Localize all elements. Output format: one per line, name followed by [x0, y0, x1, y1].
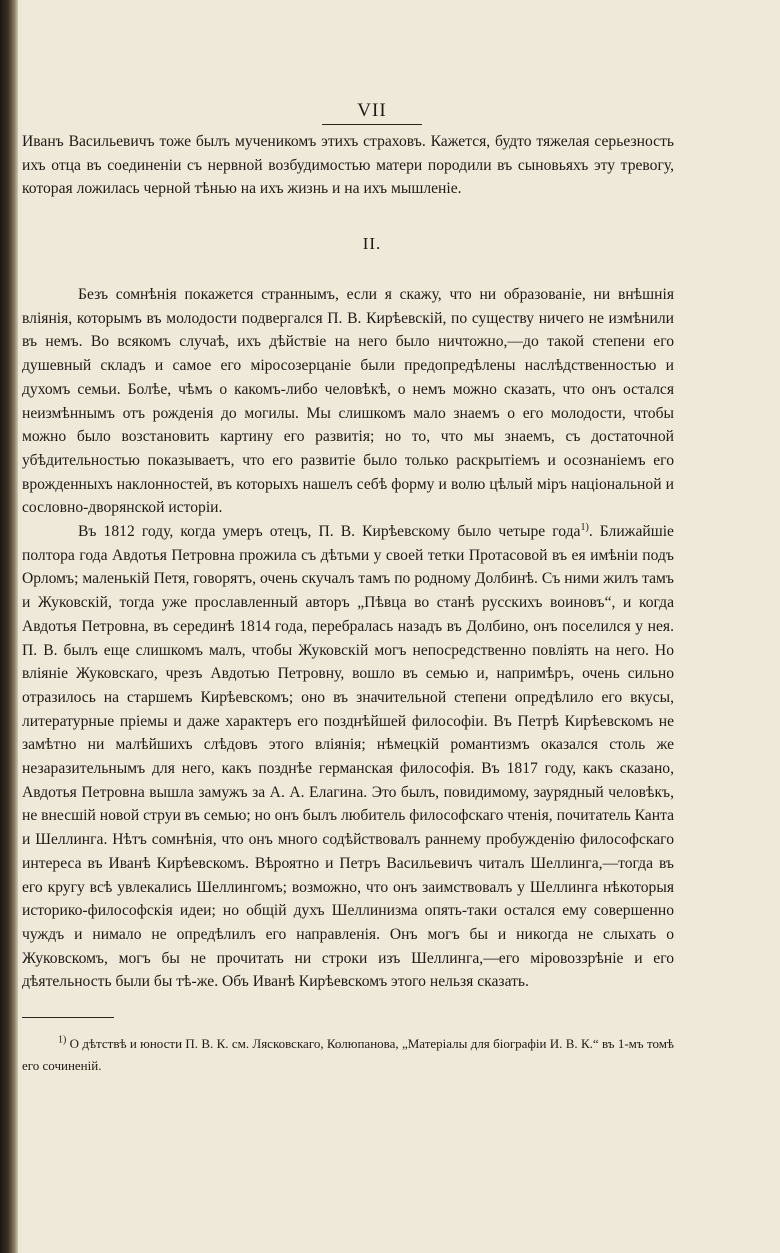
header-rule [322, 124, 422, 125]
book-binding-edge [0, 0, 18, 1253]
intro-text-block [22, 130, 674, 201]
footnote-reference: 1) [580, 521, 589, 533]
section-text-block [22, 283, 674, 994]
paragraph-2-text: Въ 1812 году, когда умеръ отецъ, П. В. Кирѣевскому было четыре года [78, 523, 581, 541]
footnote [22, 1033, 674, 1077]
intro-paragraph: Иванъ Васильевичъ тоже былъ мученикомъ этихъ страховъ. Кажется, будто тяжелая серьезность ихъ отца въ соединенiи съ нервной возбудимостью матери породили въ сыновьяхъ эту тревогу, которая ложилась черной тѣнью на ихъ жизнь и на ихъ мышленiе. [22, 133, 674, 198]
section-heading: II. [362, 234, 382, 253]
paragraph-2 [22, 520, 674, 994]
page-number: VII [357, 100, 387, 121]
footnote-rule [22, 1017, 114, 1018]
footnote-text: О дѣтствѣ и юности П. В. К. см. Лясковскаго, Колюпанова, „Матерiалы для бiографiи И. В. К.“ въ 1-мъ томѣ его сочиненiй. [22, 1036, 674, 1073]
footnote-marker: 1) [58, 1034, 67, 1046]
paragraph-2-rest: . Ближайшiе полтора года Авдотья Петровна прожила съ дѣтьми у своей тетки Протасовой въ ея имѣнiи подъ Орломъ; маленькiй Петя, говорятъ, очень скучалъ тамъ по родному Долбинѣ. Съ ними жилъ тамъ и Жуковскiй, тогда уже прославленный авторъ „Пѣвца во станѣ русскихъ воиновъ“, и когда Авдотья Петровна, въ серединѣ 1814 года, перебралась назадъ въ Долбино, онъ поселился у нея. П. В. былъ еще слишкомъ малъ, чтобы Жуковскiй могъ непосредственно повлiять на него. Но влiянiе Жуковскаго, чрезъ Авдотью Петровну, вошло въ семью и, напримѣръ, очень сильно отразилось на старшемъ Кирѣевскомъ; оно въ значительной степени опредѣлило его вкусы, литературные прiемы и даже характеръ его позднѣйшей философiи. Въ Петрѣ Кирѣевскомъ не замѣтно ни малѣйшихъ слѣдовъ этого влiянiя; нѣмецкiй романтизмъ оказался столь же незаразительнымъ для него, какъ позднѣе германская философiя. Въ 1817 году, какъ сказано, Авдотья Петровна вышла замужъ за А. А. Елагина. Это былъ, повидимому, заурядный человѣкъ, не внесшiй новой струи въ семью; но онъ былъ любитель философскаго чтенiя, почитатель Канта и Шеллинга. Нѣтъ сомнѣнiя, что онъ много содѣйствовалъ раннему пробужденiю философскаго интереса въ Иванѣ Кирѣевскомъ. Вѣроятно и Петръ Васильевичъ читалъ Шеллинга,—тогда въ его кругу всѣ увлекались Шеллингомъ; возможно, что онъ заимствовалъ у Шеллинга нѣкоторыя историко-философскiя идеи; но общiй духъ Шеллинизма опять-таки остался ему совершенно чуждъ и нимало не опредѣлилъ его направленiя. Онъ могъ бы и никогда не слыхать о Жуковскомъ, могъ бы не прочитать ни строки изъ Шеллинга,—его мiровоззрѣнiе и его дѣятельность были бы тѣ-же. Объ Иванѣ Кирѣевскомъ этого нельзя сказать. [22, 523, 674, 991]
book-page [22, 0, 780, 1253]
paragraph-1: Безъ сомнѣнiя покажется страннымъ, если я скажу, что ни образованiе, ни внѣшнiя влiянiя, которымъ въ молодости подвергался П. В. Кирѣевскiй, по существу ничего не измѣнили въ немъ. Во всякомъ случаѣ, ихъ дѣйствiе на него было ничтожно,—до такой степени его душевный складъ и самое его мiросозерцанiе были предопредѣлены наслѣдственностью и духомъ семьи. Болѣе, чѣмъ о какомъ-либо человѣкѣ, о немъ можно сказать, что онъ остался неизмѣннымъ отъ рожденiя до могилы. Мы слишкомъ мало знаемъ о его молодости, чтобы можно было возстановить картину его развитiя; но то, что мы знаемъ, съ достаточной убѣдительностью показываетъ, что его развитiе было только раскрытiемъ и осознанiемъ его врожденныхъ наклонностей, въ которыхъ нашелъ себѣ форму и волю цѣлый мiръ нацiональной и сословно-дворянской исторiи. [22, 286, 674, 517]
